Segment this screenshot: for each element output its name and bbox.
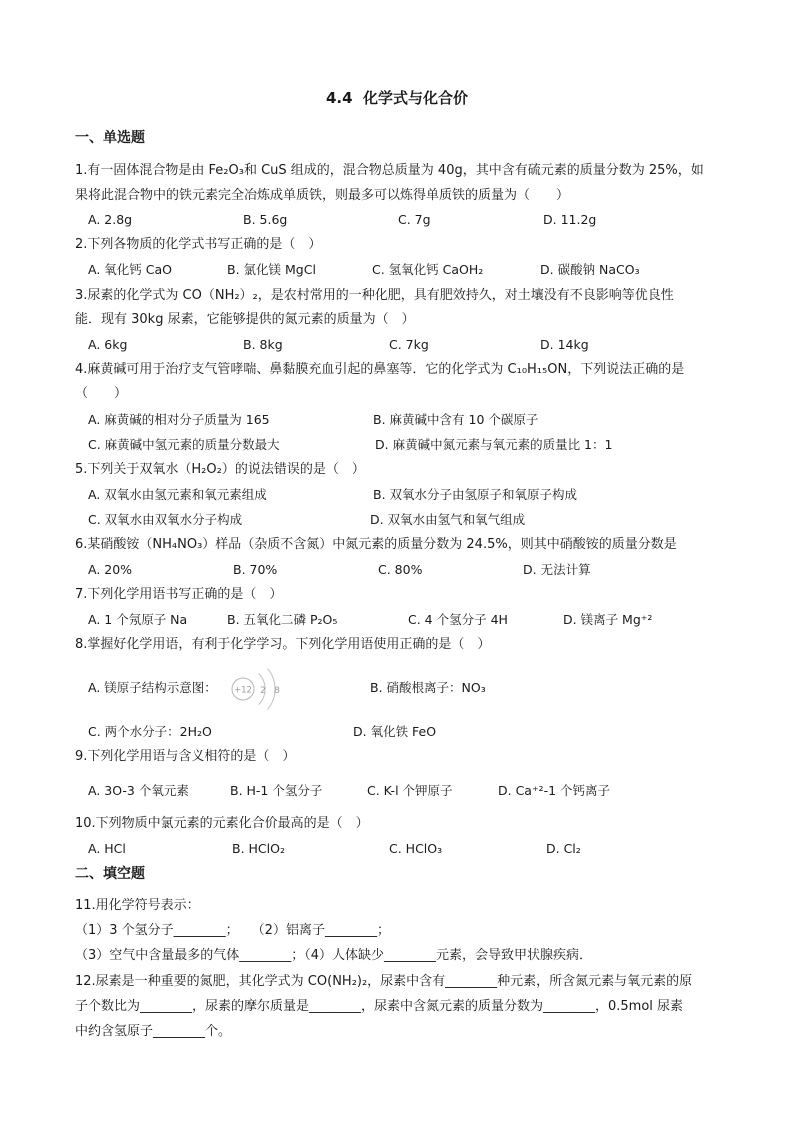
q9-option-c: C. K-l 个钾原子 bbox=[367, 783, 453, 798]
page-title: 4.4 化学式与化合价 bbox=[325, 89, 469, 107]
q3-option-d: D. 14kg bbox=[540, 337, 589, 352]
q9-option-d: D. Ca⁺²-1 个钙离子 bbox=[498, 783, 611, 798]
q9-option-a: A. 3O-3 个氧元素 bbox=[88, 783, 189, 798]
q4-option-b: B. 麻黄碱中含有 10 个碳原子 bbox=[373, 412, 539, 427]
q10-option-b: B. HClO₂ bbox=[232, 841, 285, 856]
q5-option-b: B. 双氧水分子由氢原子和氧原子构成 bbox=[373, 487, 578, 502]
q8-option-d: D. 氧化铁 FeO bbox=[353, 724, 437, 739]
q4-option-d: D. 麻黄碱中氮元素与氧元素的质量比 1：1 bbox=[375, 437, 613, 452]
q6-option-d: D. 无法计算 bbox=[523, 562, 591, 577]
q11-line-3: （3）空气中含量最多的气体________；（4）人体缺少________元素，会导致甲状腺疾病． bbox=[75, 948, 593, 963]
q7-stem: 7.下列化学用语书写正确的是（ ） bbox=[75, 587, 283, 602]
section-heading-fill-in: 二、填空题 bbox=[75, 866, 145, 882]
q7-option-c: C. 4 个氢分子 4H bbox=[408, 612, 508, 627]
q1-option-c: C. 7g bbox=[398, 212, 431, 227]
q10-option-c: C. HClO₃ bbox=[389, 841, 443, 856]
q2-option-c: C. 氢氧化钙 CaOH₂ bbox=[372, 262, 484, 277]
q4-option-c: C. 麻黄碱中氢元素的质量分数最大 bbox=[88, 437, 280, 452]
q5-option-c: C. 双氧水由双氧水分子构成 bbox=[88, 512, 243, 527]
nucleus-charge: +12 bbox=[234, 685, 252, 696]
q5-stem: 5.下列关于双氧水（H₂O₂）的说法错误的是（ ） bbox=[75, 462, 365, 477]
q4-stem-line-2: （ ） bbox=[75, 386, 128, 401]
q8-option-c: C. 两个水分子：2H₂O bbox=[88, 724, 212, 739]
q4-option-a: A. 麻黄碱的相对分子质量为 165 bbox=[88, 412, 270, 427]
q1-option-b: B. 5.6g bbox=[243, 212, 288, 227]
q8-option-b: B. 硝酸根离子：NO₃ bbox=[370, 680, 486, 695]
q12-stem-line-2: 子个数比为________，尿素的摩尔质量是________，尿素中含氮元素的质量分数为________，0.5mol 尿素 bbox=[75, 999, 684, 1014]
electron-shell-1-count: 2 bbox=[260, 686, 266, 696]
q11-stem: 11.用化学符号表示： bbox=[75, 898, 200, 913]
q3-option-b: B. 8kg bbox=[243, 337, 283, 352]
q3-option-c: C. 7kg bbox=[389, 337, 429, 352]
q7-option-b: B. 五氧化二磷 P₂O₅ bbox=[227, 612, 338, 627]
q6-option-b: B. 70% bbox=[233, 562, 278, 577]
q6-option-c: C. 80% bbox=[378, 562, 423, 577]
q7-option-a: A. 1 个氖原子 Na bbox=[88, 612, 188, 627]
q1-option-a: A. 2.8g bbox=[88, 212, 133, 227]
q9-option-b: B. H-1 个氢分子 bbox=[230, 783, 323, 798]
electron-shell-2-count: 8 bbox=[274, 686, 280, 696]
q1-option-d: D. 11.2g bbox=[543, 212, 597, 227]
q2-option-a: A. 氧化钙 CaO bbox=[88, 262, 172, 277]
q2-stem: 2.下列各物质的化学式书写正确的是（ ） bbox=[75, 237, 322, 252]
q1-stem-line-2: 果将此混合物中的铁元素完全冶炼成单质铁，则最多可以炼得单质铁的质量为（ ） bbox=[75, 188, 570, 203]
q10-stem: 10.下列物质中氯元素的元素化合价最高的是（ ） bbox=[75, 816, 369, 831]
q12-stem-line-1: 12.尿素是一种重要的氮肥，其化学式为 CO(NH₂)₂，尿素中含有________种元素，所含氮元素与氧元素的原 bbox=[75, 974, 693, 989]
q3-stem-line-1: 3.尿素的化学式为 CO（NH₂）₂，是农村常用的一种化肥，具有肥效持久，对土壤没有不良影响等优良性 bbox=[75, 288, 674, 303]
q10-option-d: D. Cl₂ bbox=[546, 841, 581, 856]
q7-option-d: D. 镁离子 Mg⁺² bbox=[563, 612, 653, 627]
section-heading-single-choice: 一、单选题 bbox=[75, 130, 145, 146]
q5-option-d: D. 双氧水由氢气和氧气组成 bbox=[370, 512, 526, 527]
q10-option-a: A. HCl bbox=[88, 841, 126, 856]
magnesium-atom-structure-diagram bbox=[226, 666, 288, 712]
q3-option-a: A. 6kg bbox=[88, 337, 128, 352]
q12-stem-line-3: 中约含氢原子________个。 bbox=[75, 1024, 232, 1039]
q6-option-a: A. 20% bbox=[88, 562, 133, 577]
q2-option-d: D. 碳酸钠 NaCO₃ bbox=[540, 262, 640, 277]
q9-stem: 9.下列化学用语与含义相符的是（ ） bbox=[75, 749, 296, 764]
q3-stem-line-2: 能．现有 30kg 尿素，它能够提供的氮元素的质量为（ ） bbox=[75, 312, 415, 327]
q8-stem: 8.掌握好化学用语，有利于化学学习。下列化学用语使用正确的是（ ） bbox=[75, 637, 491, 652]
q5-option-a: A. 双氧水由氢元素和氧元素组成 bbox=[88, 487, 267, 502]
q6-stem: 6.某硝酸铵（NH₄NO₃）样品（杂质不含氮）中氮元素的质量分数为 24.5%，则其中硝酸铵的质量分数是 bbox=[75, 537, 677, 552]
q2-option-b: B. 氯化镁 MgCl bbox=[227, 262, 316, 277]
q4-stem-line-1: 4.麻黄碱可用于治疗支气管哮喘、鼻黏膜充血引起的鼻塞等．它的化学式为 C₁₀H₁₅ON，下列说法正确的是 bbox=[75, 362, 685, 377]
q11-line-2: （1）3 个氢分子________； （2）铝离子________； bbox=[75, 923, 390, 938]
q1-stem-line-1: 1.有一固体混合物是由 Fe₂O₃和 CuS 组成的，混合物总质量为 40g，其中含有硫元素的质量分数为 25%，如 bbox=[75, 163, 704, 178]
q8-option-a: A. 镁原子结构示意图： bbox=[88, 680, 217, 695]
